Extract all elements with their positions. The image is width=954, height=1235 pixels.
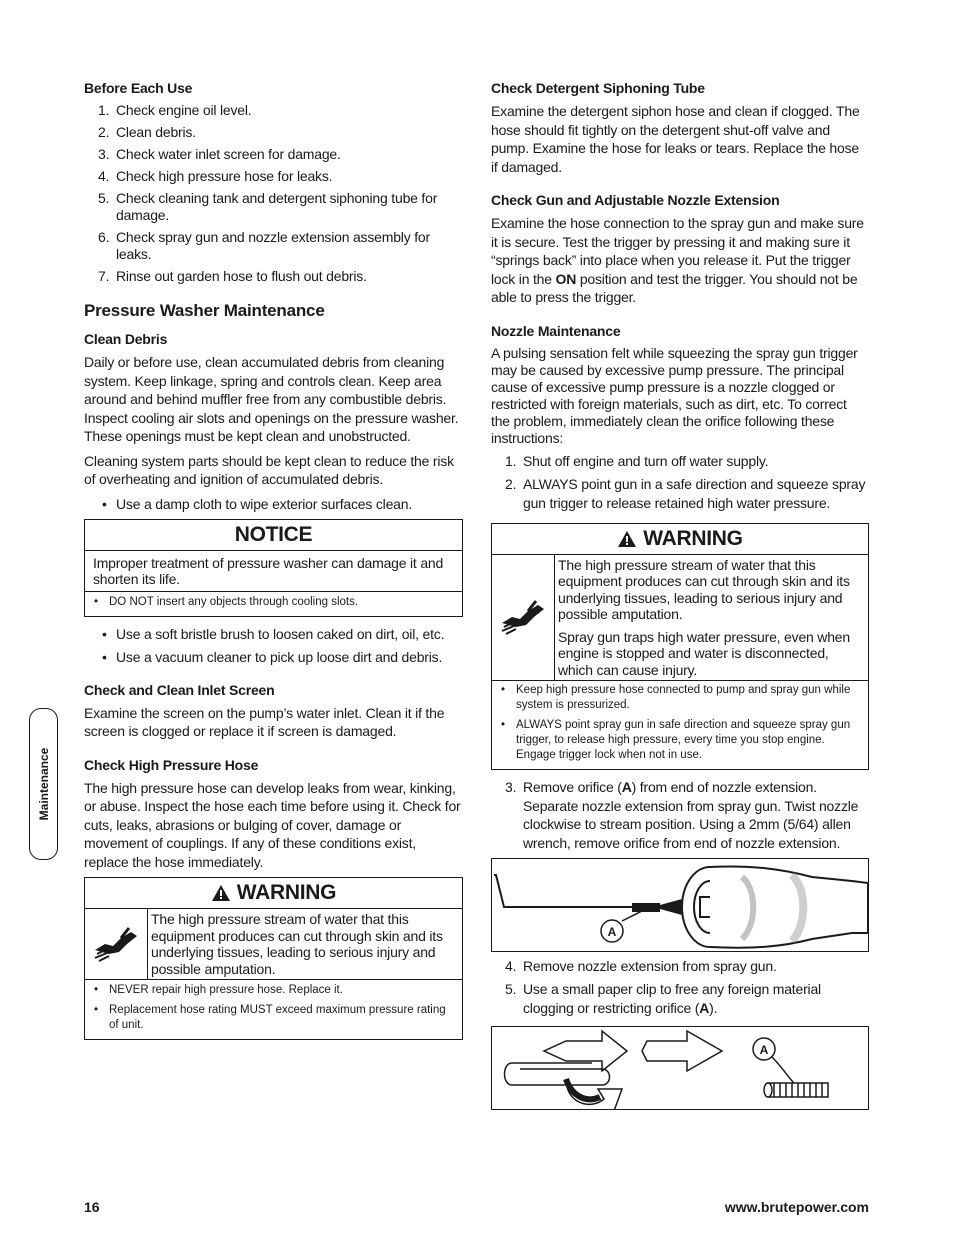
list-item: [84, 168, 463, 185]
right-column: [491, 80, 869, 1116]
figure-label: A: [759, 1043, 769, 1057]
item-number: 7.: [98, 268, 110, 284]
warning-bullets: [85, 980, 462, 1039]
section-tab: [29, 708, 58, 860]
list-item: [491, 475, 869, 513]
clean-debris-bullets: [84, 495, 463, 513]
item-number: 6.: [98, 229, 110, 245]
item-number: 1.: [505, 452, 517, 469]
warning-title: WARNING: [236, 881, 337, 904]
left-column: [84, 80, 463, 1048]
item-number: 5.: [505, 981, 517, 997]
injection-hazard-icon: [492, 555, 555, 681]
list-item: [491, 453, 869, 470]
item-number: 4.: [505, 958, 517, 974]
gun-heading: Check Gun and Adjustable Nozzle Extension: [491, 192, 780, 208]
clean-debris-heading: Clean Debris: [84, 331, 168, 347]
gun-text-bold: ON: [555, 270, 577, 287]
before-each-use-list: [84, 102, 463, 285]
warning-triangle-icon: [617, 530, 637, 548]
warning-bullet: • NEVER repair high pressure hose. Replace it.: [91, 983, 456, 998]
item-text: Rinse out garden hose to flush out debris.: [116, 268, 367, 284]
bullet-item: • Use a soft bristle brush to loosen caked on dirt, oil, etc.: [84, 625, 463, 643]
item-number: 4.: [98, 168, 110, 184]
gun-text-part: Examine the hose connection to the spray gun and make sure it is secure. Test the trigger by pressing it and making sure it “springs back” into place when you release it. Put the trigger lock in the: [491, 215, 864, 287]
item-text: Check water inlet screen for damage.: [116, 146, 341, 162]
nozzle-text: A pulsing sensation felt while squeezing the spray gun trigger may be caused by excessive pump pressure. The principal cause of excessive pump pressure is a nozzle clogged or restricted with foreign materials, such as dirt, etc. To correct the problem, immediately clean the orifice following these instructions:: [491, 344, 858, 446]
item-text: Use a small paper clip to free any foreign material clogging or restricting orifice (: [523, 981, 821, 1016]
item-text: Check spray gun and nozzle extension assembly for leaks.: [116, 229, 430, 262]
figure-label: A: [607, 925, 617, 939]
warning-bullet: • ALWAYS point spray gun in safe direction and squeeze spray gun trigger, to release high pressure, every time you stop engine. Engage trigger lock when not in use.: [498, 718, 862, 763]
item-number: 3.: [505, 779, 517, 795]
item-text-bold: A: [621, 779, 632, 795]
list-item: [84, 190, 463, 224]
notice-title: NOTICE: [85, 520, 462, 551]
paperclip-illustration: [492, 1027, 868, 1109]
item-text: ) from end of nozzle extension. Separate nozzle extension from spray gun. Twist nozzle clockwise to stream position. Using a 2mm (5/64) allen wrench, remove orifice from end of nozzle extension.: [523, 779, 859, 851]
siphon-text: Examine the detergent siphon hose and clean if clogged. The hose should fit tightly on the detergent shut-off valve and pump. Examine the hose for leaks or tears. Replace the hose if damaged.: [491, 103, 860, 175]
bullet-item: • Use a vacuum cleaner to pick up loose dirt and debris.: [84, 648, 463, 666]
warning-row: [85, 909, 462, 980]
warning-bullets: [492, 681, 868, 769]
list-item: [84, 268, 463, 285]
warning-text: [555, 555, 868, 681]
item-text: Check high pressure hose for leaks.: [116, 168, 333, 184]
warning-paragraph: The high pressure stream of water that this equipment produces can cut through skin and its underlying tissues, leading to serious injury and possible amputation.: [558, 556, 850, 622]
warning-row: [492, 555, 868, 682]
notice-bullet: • DO NOT insert any objects through cooling slots.: [91, 595, 456, 610]
item-text: Remove orifice (: [523, 779, 622, 795]
item-number: 2.: [98, 124, 110, 140]
warning-box-2: [491, 523, 869, 771]
item-text: Check engine oil level.: [116, 102, 252, 118]
inlet-screen-text: Examine the screen on the pump’s water inlet. Clean it if the screen is clogged or replace it if screen is damaged.: [84, 704, 445, 739]
item-number: 1.: [98, 102, 110, 118]
hose-heading: Check High Pressure Hose: [84, 756, 259, 773]
paperclip-figure: [491, 1026, 869, 1110]
siphon-heading: Check Detergent Siphoning Tube: [491, 80, 705, 96]
nozzle-steps-4-5: [491, 958, 869, 1018]
inlet-screen-heading: Check and Clean Inlet Screen: [84, 681, 275, 698]
warning-paragraph: Spray gun traps high water pressure, even when engine is stopped and water is disconnected, which can cause injury.: [558, 628, 850, 678]
item-text: Shut off engine and turn off water supply.: [523, 452, 769, 469]
item-number: 3.: [98, 146, 110, 162]
item-number: 2.: [505, 475, 517, 492]
list-item: [84, 124, 463, 141]
before-each-use-heading: Before Each Use: [84, 80, 193, 96]
item-text: ALWAYS point gun in a safe direction and squeeze spray gun trigger to release retained high water pressure.: [523, 475, 866, 511]
warning-bullet: • Replacement hose rating MUST exceed maximum pressure rating of unit.: [91, 1003, 456, 1033]
website-link[interactable]: www.brutepower.com: [724, 1199, 869, 1215]
gun-text: [491, 214, 869, 307]
nozzle-steps-3: [491, 778, 869, 852]
warning-bullet: • Keep high pressure hose connected to pump and spray gun while system is pressurized.: [498, 683, 862, 713]
section-tab-label: Maintenance: [36, 747, 51, 821]
item-number: 5.: [98, 190, 110, 206]
gun-text-part: position and test the trigger. You should not be able to press the trigger.: [491, 270, 858, 305]
warning-box: [84, 877, 463, 1040]
notice-box: [84, 519, 463, 617]
clean-debris-bullets-2: [84, 625, 463, 666]
maintenance-heading: Pressure Washer Maintenance: [84, 301, 325, 320]
item-text: Check cleaning tank and detergent siphoning tube for damage.: [116, 190, 438, 223]
list-item: [491, 980, 869, 1018]
list-item: [491, 958, 869, 975]
nozzle-figure: [491, 858, 869, 952]
clean-debris-paragraph: Daily or before use, clean accumulated debris from cleaning system. Keep linkage, spring and controls clean. Keep area around and behind muffler free from any combustible debris. Inspect cooling air slots and openings on the pressure washer. These openings must be kept clean and unobstructed.: [84, 354, 459, 444]
bullet-item: • Use a damp cloth to wipe exterior surfaces clean.: [84, 495, 463, 513]
warning-title: WARNING: [643, 526, 743, 550]
hose-text: The high pressure hose can develop leaks from wear, kinking, or abuse. Inspect the hose each time before using it. Check for cuts, leaks, abrasions or bulging of cover, damage or movement of couplings. If any of these conditions exist, replace the hose immediately.: [84, 779, 461, 870]
nozzle-steps: [491, 453, 869, 513]
list-item: [84, 146, 463, 163]
warning-triangle-icon: [211, 884, 231, 902]
injection-hazard-icon: [85, 909, 148, 979]
list-item: [84, 102, 463, 119]
nozzle-heading: Nozzle Maintenance: [491, 322, 621, 339]
warning-header: [85, 878, 462, 909]
notice-body: Improper treatment of pressure washer can damage it and shorten its life.: [85, 551, 462, 592]
notice-bullets: [85, 592, 462, 616]
warning-header: [492, 524, 868, 555]
page-number: 16: [84, 1199, 100, 1215]
list-item: [84, 229, 463, 263]
clean-debris-paragraph-2: Cleaning system parts should be kept clean to reduce the risk of overheating and ignition of accumulated debris.: [84, 452, 454, 487]
item-text: Remove nozzle extension from spray gun.: [523, 958, 777, 974]
list-item: [491, 778, 869, 852]
warning-text: The high pressure stream of water that this equipment produces can cut through skin and its underlying tissues, leading to serious injury and possible amputation.: [151, 911, 443, 977]
item-text-bold: A: [699, 1000, 710, 1016]
item-text: Clean debris.: [116, 124, 196, 140]
nozzle-illustration: [492, 859, 868, 951]
item-text: ).: [709, 1000, 718, 1016]
